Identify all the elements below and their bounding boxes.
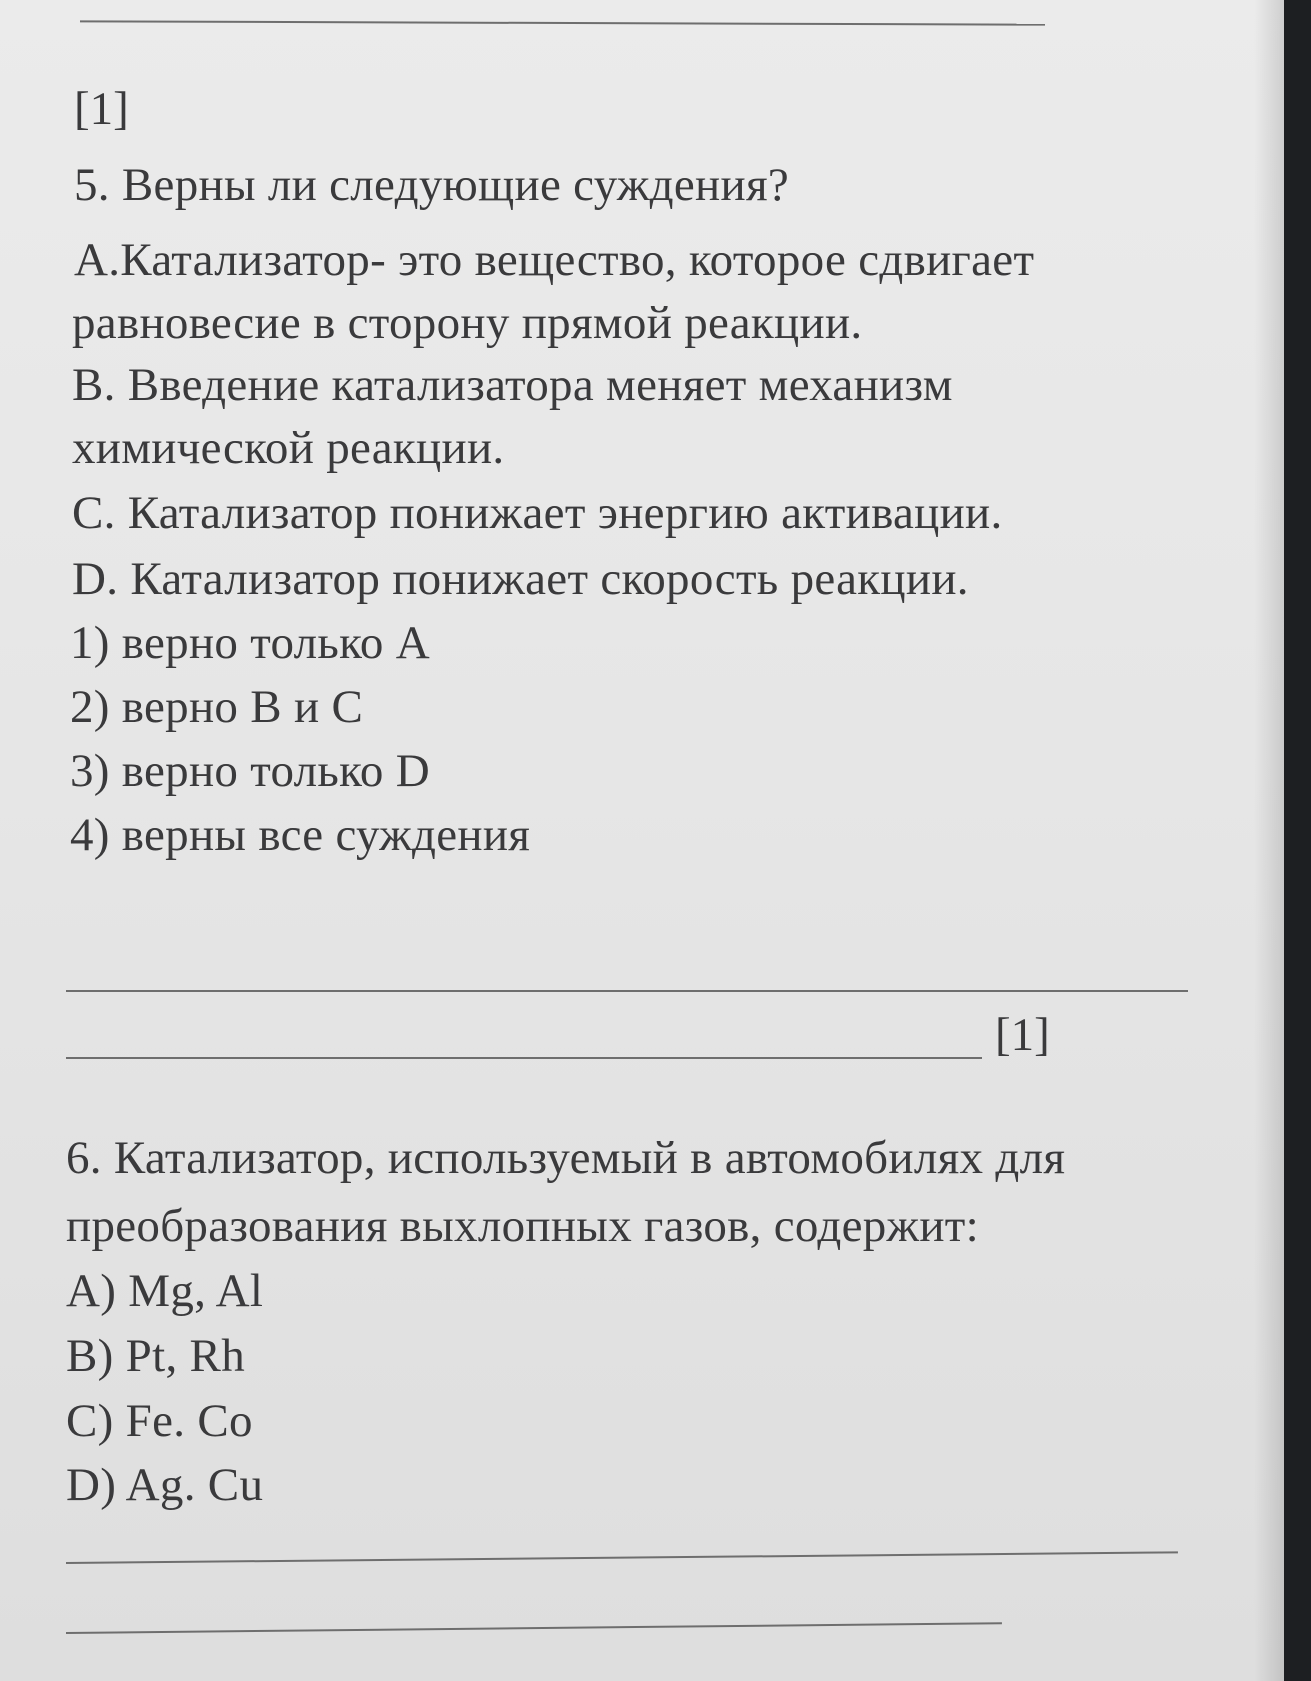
question-6-line-2: преобразования выхлопных газов, содержит: (66, 1200, 979, 1252)
statement-d: D. Катализатор понижает скорость реакции. (72, 553, 969, 605)
q6-option-c: C) Fe. Co (66, 1395, 253, 1447)
question-5-text: 5. Верны ли следующие суждения? (74, 159, 790, 211)
statement-c: C. Катализатор понижает энергию активации. (72, 487, 1003, 539)
score-mark-top: [1] (74, 83, 129, 135)
statement-a-line-2: равновесие в сторону прямой реакции. (72, 297, 863, 349)
q5-option-3: 3) верно только D (70, 745, 431, 797)
q6-option-d: D) Ag. Cu (66, 1459, 264, 1511)
answer-line-2 (66, 1057, 982, 1059)
answer-line-1 (66, 990, 1188, 992)
q6-option-b: B) Pt, Rh (66, 1330, 245, 1382)
question-6-line-1: 6. Катализатор, используемый в автомобилях для (66, 1132, 1066, 1184)
q5-option-1: 1) верно только A (70, 617, 431, 669)
q5-option-4: 4) верны все суждения (70, 809, 531, 861)
q5-option-2: 2) верно B и C (70, 681, 364, 733)
statement-b-line-2: химической реакции. (72, 422, 505, 474)
q6-option-a: A) Mg, Al (66, 1265, 264, 1317)
page-edge-shadow (1254, 0, 1284, 1681)
answer-line-top (80, 20, 1045, 25)
statement-a-line-1: A.Катализатор- это вещество, которое сдвигает (74, 234, 1035, 286)
answer-line-4 (66, 1622, 1002, 1634)
score-mark-answer: [1] (995, 1009, 1050, 1061)
statement-b-line-1: B. Введение катализатора меняет механизм (72, 359, 953, 411)
answer-line-3 (66, 1551, 1178, 1564)
